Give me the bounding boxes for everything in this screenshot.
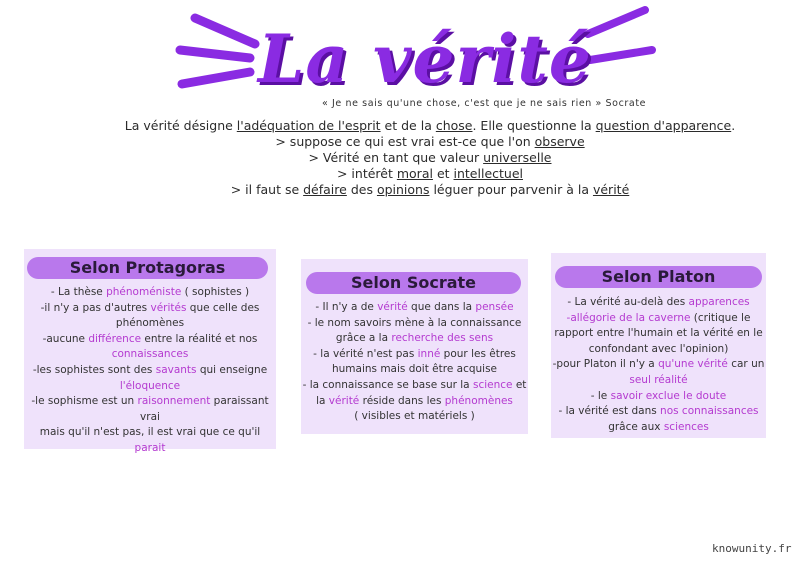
intro-line-2: > suppose ce qui est vrai est-ce que l'on observe (275, 134, 585, 149)
brand-watermark: knowunity.fr (712, 542, 792, 555)
intro-line-3: > Vérité en tant que valeur universelle (308, 150, 552, 165)
heading-socrate: Selon Socrate (306, 272, 521, 294)
page-title: La vérité (258, 20, 592, 98)
protagoras-text: - La thèse phénoméniste ( sophistes ) -il n'y a pas d'autres vérités que celle des phénomènes -aucune différence entre la réalité et nos connaissances -les sophistes sont des savants qui enseigne l'éloquence -le sophisme est un raisonnement paraissant vrai mais qu'il n'est pas, il est vrai que ce qu'il parait (31, 286, 269, 454)
heading-protagoras: Selon Protagoras (27, 257, 268, 279)
heading-platon: Selon Platon (555, 266, 762, 288)
platon-text: - La vérité au-delà des apparences -allégorie de la caverne (critique le rapport entre l'humain et la vérité en le confondant avec l'opinion) -pour Platon il n'y a qu'une vérité car un seul réalité - le savoir exclue le doute - la vérité est dans nos connaissances grâce aux sciences (552, 296, 765, 433)
socrate-text: - Il n'y a de vérité que dans la pensée - le nom savoirs mène à la connaissance grâce a la recherche des sens - la vérité n'est pas inné pour les êtres humains mais doit être acquise - la connaissance se base sur la science et la vérité réside dans les phénomènes ( visibles et matériels ) (302, 301, 527, 423)
intro-line-5: > il faut se défaire des opinions léguer pour parvenir à la vérité (230, 182, 630, 197)
intro-text (110, 118, 750, 198)
socrates-quote: « Je ne sais qu'une chose, c'est que je ne sais rien » Socrate (322, 98, 647, 109)
intro-line-1: La vérité désigne l'adéquation de l'esprit et de la chose. Elle questionne la question d'apparence. (124, 118, 736, 133)
intro-line-4: > intérêt moral et intellectuel (336, 166, 523, 181)
